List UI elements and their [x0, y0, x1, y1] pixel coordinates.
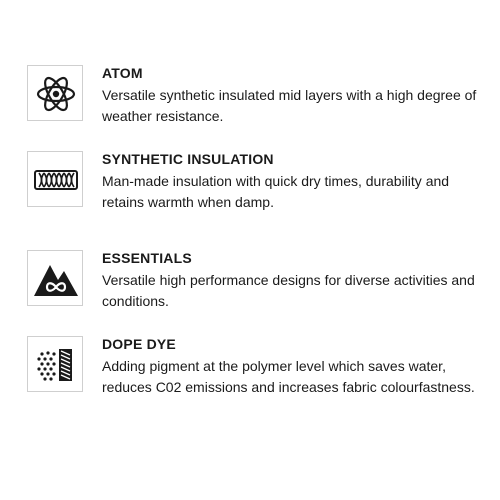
- mountain-infinity-icon: [28, 251, 84, 307]
- synthetic-insulation-icon: [28, 152, 84, 208]
- feature-title: ATOM: [102, 65, 143, 81]
- feature-description: Man-made insulation with quick dry times, durability and retains warmth when damp.: [102, 173, 450, 210]
- feature-title: ESSENTIALS: [102, 250, 192, 266]
- mountain-infinity-icon-box: [27, 250, 83, 306]
- feature-description: Versatile high performance designs for diverse activities and conditions.: [102, 272, 475, 309]
- feature-dope-dye: [27, 336, 487, 402]
- feature-synthetic-insulation: [27, 151, 487, 217]
- feature-description: Versatile synthetic insulated mid layers with a high degree of weather resistance.: [102, 87, 477, 124]
- feature-title: DOPE DYE: [102, 336, 176, 352]
- dope-dye-icon-box: [27, 336, 83, 392]
- synthetic-insulation-icon-box: [27, 151, 83, 207]
- feature-description: Adding pigment at the polymer level which saves water, reduces C02 emissions and increases fabric colourfastness.: [102, 358, 475, 395]
- feature-essentials: [27, 250, 487, 316]
- feature-atom: [27, 65, 487, 131]
- atom-icon: [28, 66, 84, 122]
- dope-dye-icon: [28, 337, 84, 393]
- feature-title: SYNTHETIC INSULATION: [102, 151, 274, 167]
- atom-icon-box: [27, 65, 83, 121]
